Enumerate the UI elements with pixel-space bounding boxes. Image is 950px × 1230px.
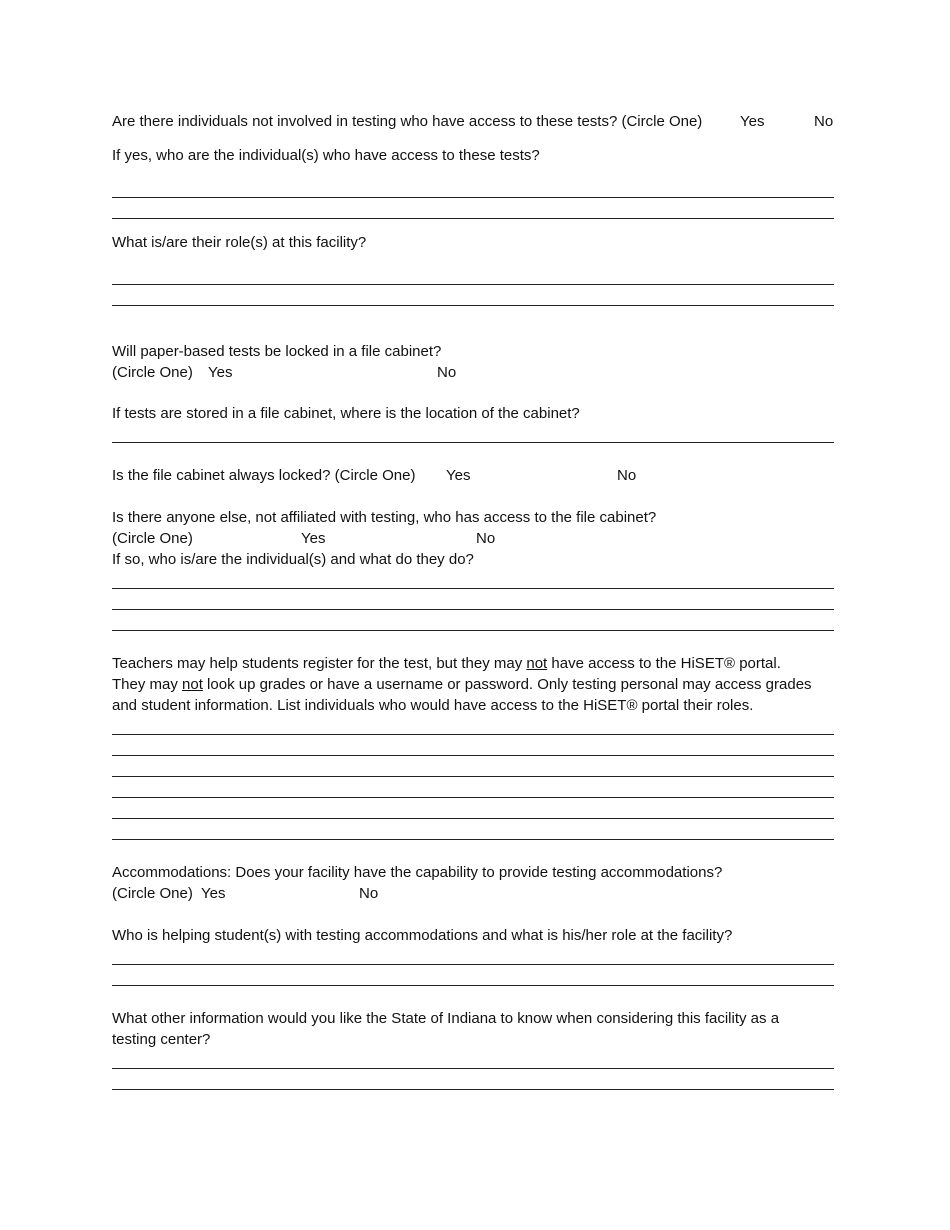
answer-line[interactable]	[112, 755, 834, 756]
question-locked-cabinet: Will paper-based tests be locked in a file cabinet?	[112, 343, 442, 360]
answer-line[interactable]	[112, 197, 834, 198]
answer-line[interactable]	[112, 218, 834, 219]
answer-line[interactable]	[112, 839, 834, 840]
answer-line[interactable]	[112, 964, 834, 965]
answer-line[interactable]	[112, 734, 834, 735]
question-who-and-what: If so, who is/are the individual(s) and what do they do?	[112, 551, 474, 568]
answer-line[interactable]	[112, 588, 834, 589]
answer-line[interactable]	[112, 818, 834, 819]
option-no[interactable]: No	[476, 530, 496, 547]
question-cabinet-always-locked: Is the file cabinet always locked? (Circle One)	[112, 467, 416, 484]
question-accommodations: Accommodations: Does your facility have the capability to provide testing accommodations?	[112, 864, 723, 881]
option-no[interactable]: No	[437, 364, 457, 381]
answer-line[interactable]	[112, 1068, 834, 1069]
answer-line[interactable]	[112, 305, 834, 306]
option-no[interactable]: No	[814, 113, 834, 130]
question-accommodation-helper: Who is helping student(s) with testing accommodations and what is his/her role at the facility?	[112, 927, 733, 944]
answer-line[interactable]	[112, 776, 834, 777]
option-yes[interactable]: Yes	[201, 885, 226, 902]
answer-line[interactable]	[112, 797, 834, 798]
option-yes[interactable]: Yes	[446, 467, 471, 484]
question-outside-access: Are there individuals not involved in testing who have access to these tests? (Circle One)	[112, 113, 703, 130]
answer-line[interactable]	[112, 985, 834, 986]
portal-instructions-line-3: and student information. List individuals who would have access to the HiSET® portal their roles.	[112, 697, 754, 714]
question-other-information-line-1: What other information would you like the State of Indiana to know when considering this facility as a	[112, 1010, 780, 1027]
question-cabinet-location: If tests are stored in a file cabinet, where is the location of the cabinet?	[112, 405, 580, 422]
question-roles: What is/are their role(s) at this facility?	[112, 234, 367, 251]
answer-line[interactable]	[112, 630, 834, 631]
portal-instructions-line-1: Teachers may help students register for the test, but they may not have access to the HiSET® portal.	[112, 655, 781, 672]
answer-line[interactable]	[112, 1089, 834, 1090]
option-no[interactable]: No	[359, 885, 379, 902]
option-yes[interactable]: Yes	[301, 530, 326, 547]
option-yes[interactable]: Yes	[208, 364, 233, 381]
question-who-has-access: If yes, who are the individual(s) who have access to these tests?	[112, 147, 540, 164]
question-other-information-line-2: testing center?	[112, 1031, 211, 1048]
answer-line[interactable]	[112, 442, 834, 443]
question-cabinet-other-access: Is there anyone else, not affiliated with testing, who has access to the file cabinet?	[112, 509, 657, 526]
portal-instructions-line-2: They may not look up grades or have a username or password. Only testing personal may access grades	[112, 676, 812, 693]
answer-line[interactable]	[112, 284, 834, 285]
circle-one-label: (Circle One)	[112, 364, 193, 381]
circle-one-label: (Circle One)	[112, 530, 193, 547]
answer-line[interactable]	[112, 609, 834, 610]
option-no[interactable]: No	[617, 467, 637, 484]
option-yes[interactable]: Yes	[740, 113, 765, 130]
circle-one-label: (Circle One)	[112, 885, 193, 902]
